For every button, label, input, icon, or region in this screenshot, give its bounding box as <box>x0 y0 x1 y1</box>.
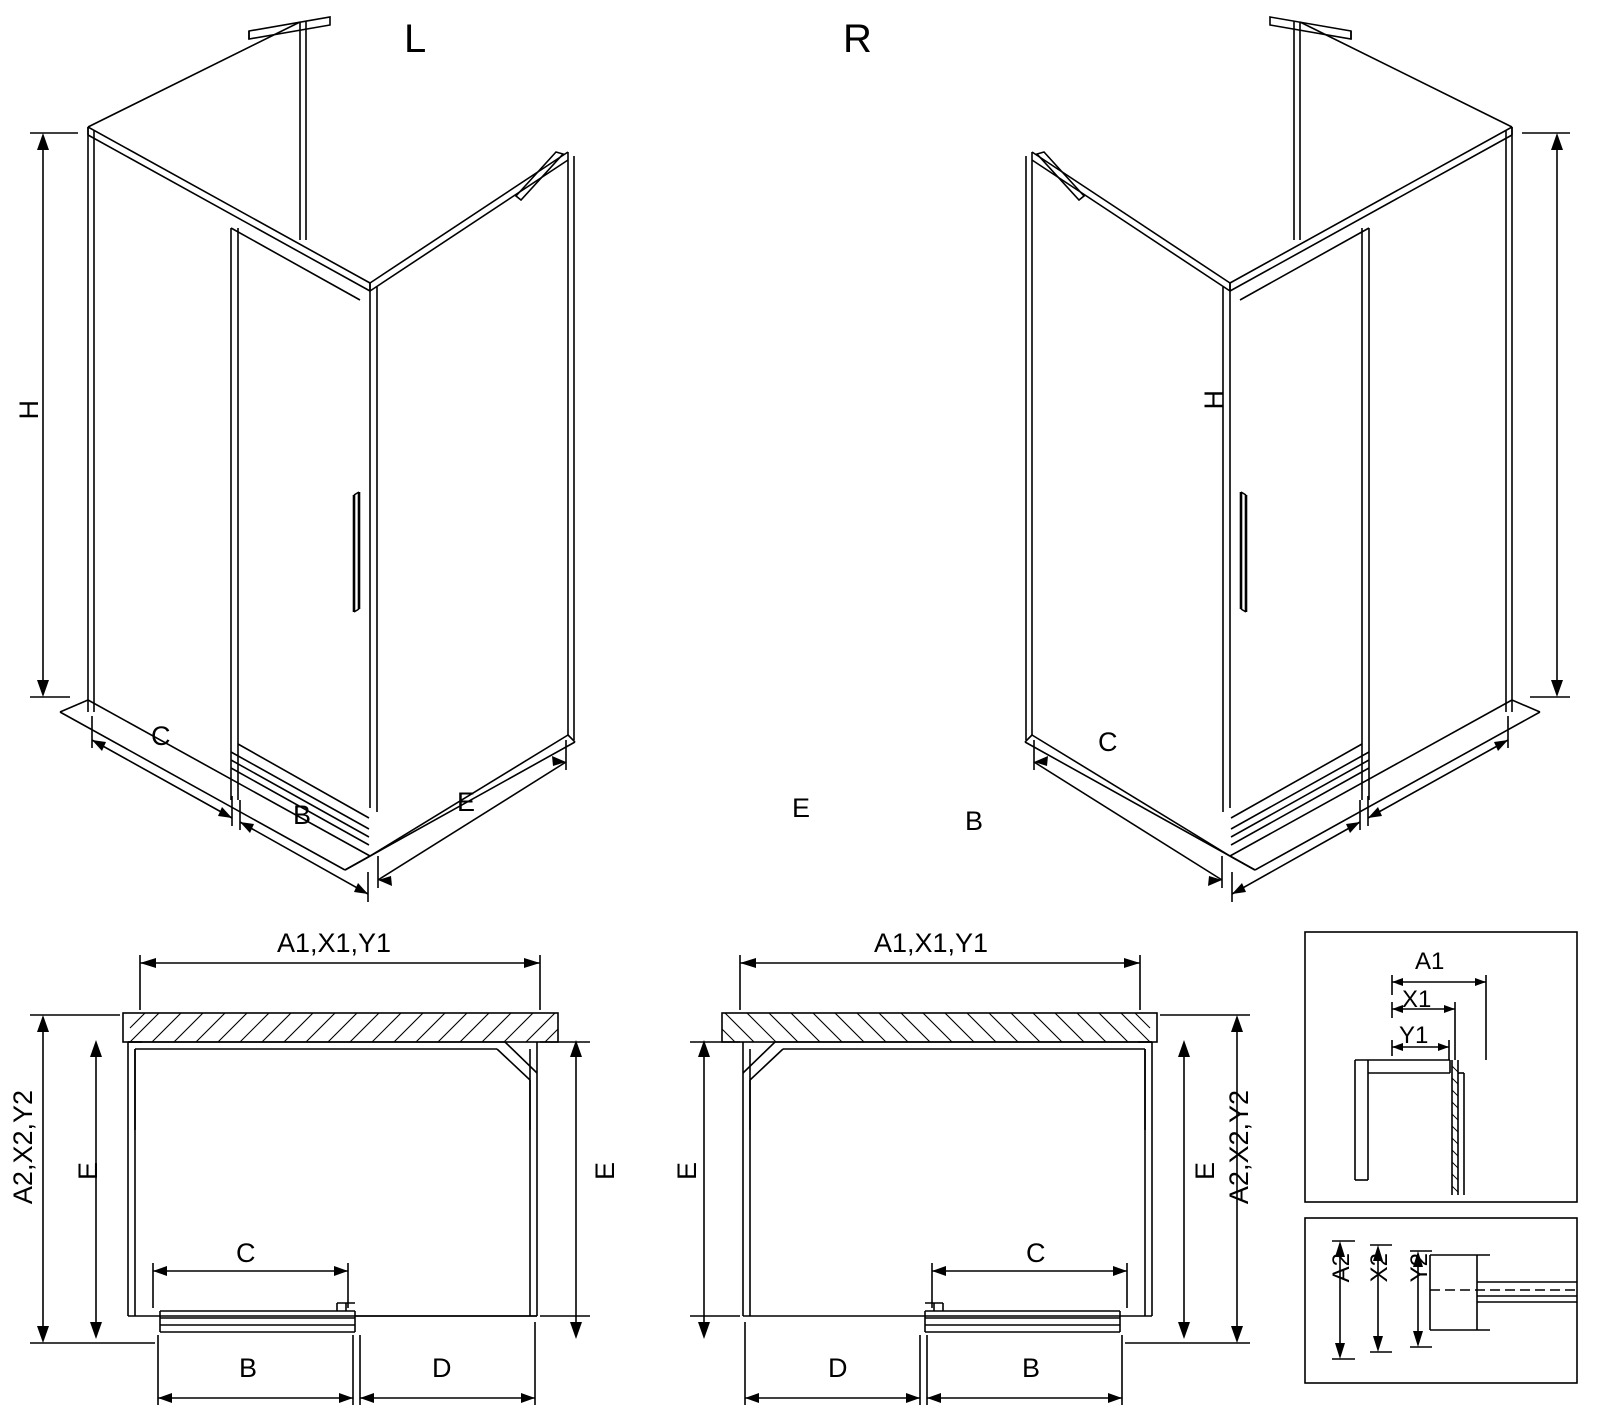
plan-left-dim-e-left: E <box>73 1162 103 1181</box>
plan-right-dim-a2x2y2: A2,X2,Y2 <box>1224 1090 1254 1205</box>
iso-view-left <box>30 17 575 902</box>
plan-right-dim-a1x1y1: A1,X1,Y1 <box>874 928 989 958</box>
iso-left-dim-h: H <box>14 400 44 420</box>
plan-right-dim-e-left: E <box>672 1162 702 1181</box>
plan-left-dim-b: B <box>239 1353 258 1383</box>
plan-left-dim-d: D <box>432 1353 452 1383</box>
iso-left-dim-c: C <box>151 721 171 751</box>
iso-view-right <box>1025 17 1570 902</box>
plan-left-dim-a2x2y2: A2,X2,Y2 <box>8 1090 38 1205</box>
plan-left-dim-e-right: E <box>590 1162 620 1181</box>
detail-bottom-dim-a2: A2 <box>1328 1253 1355 1283</box>
plan-right-dim-e-right: E <box>1190 1162 1220 1181</box>
plan-left-dim-c: C <box>236 1238 256 1268</box>
plan-view-right <box>690 955 1250 1405</box>
detail-bottom-dim-x2: X2 <box>1366 1253 1393 1283</box>
plan-right-dim-d: D <box>828 1353 848 1383</box>
iso-right-dim-c: C <box>1098 727 1118 757</box>
detail-view-bottom <box>1305 1218 1577 1383</box>
plan-view-left <box>30 955 590 1405</box>
iso-right-dim-b: B <box>965 806 984 836</box>
view-label-right: R <box>843 17 872 61</box>
detail-top-dim-x1: X1 <box>1402 986 1432 1013</box>
detail-bottom-dim-y2: Y2 <box>1406 1253 1433 1283</box>
plan-right-dim-b: B <box>1022 1353 1041 1383</box>
plan-right-dim-c: C <box>1026 1238 1046 1268</box>
detail-top-dim-y1: Y1 <box>1399 1022 1429 1049</box>
iso-left-dim-b: B <box>293 800 312 830</box>
detail-top-dim-a1: A1 <box>1415 948 1445 975</box>
iso-right-dim-h: H <box>1199 390 1229 410</box>
iso-right-dim-e: E <box>792 793 811 823</box>
plan-left-dim-a1x1y1: A1,X1,Y1 <box>277 928 392 958</box>
view-label-left: L <box>404 17 427 61</box>
iso-left-dim-e: E <box>457 787 476 817</box>
